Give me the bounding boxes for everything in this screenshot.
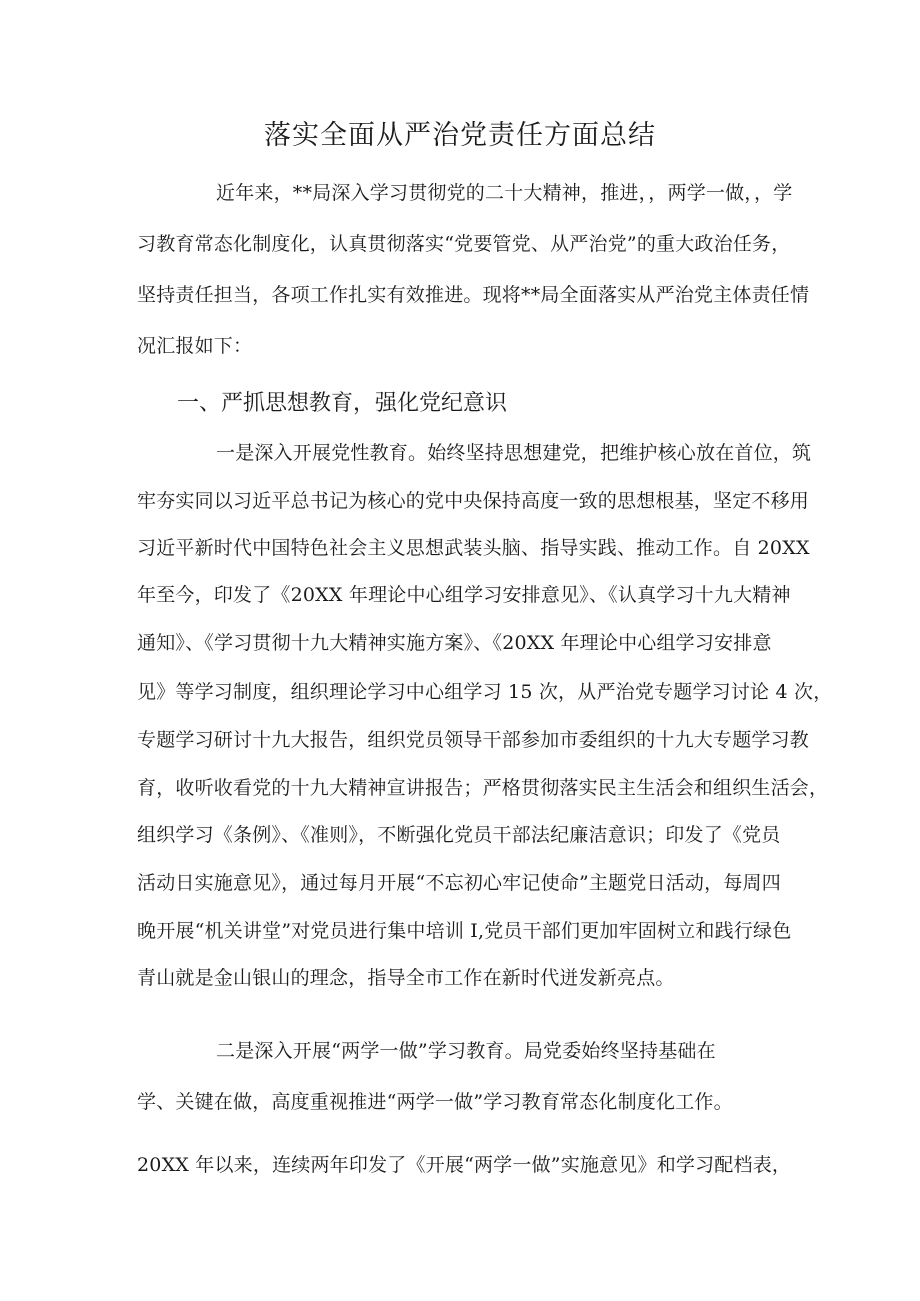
para1-line-2: 牢夯实同以习近平总书记为核心的党中央保持高度一致的思想根基，坚定不移用 — [137, 490, 810, 512]
section-heading: 一、严抓思想教育，强化党纪意识 — [177, 391, 508, 416]
para1-line-3: 习近平新时代中国特色社会主义思想武装头脑、指导实践、推动工作。自 20XX — [137, 537, 810, 559]
para1-line-12: 青山就是金山银山的理念，指导全市工作在新时代迸发新亮点。 — [137, 967, 675, 989]
intro-line-3: 坚持责任担当，各项工作扎实有效推进。现将**局全面落实从严治党主体责任情 — [137, 284, 810, 306]
para1-line-1: 一是深入开展党性教育。始终坚持思想建党，把维护核心放在首位，筑 — [216, 442, 812, 464]
intro-line-1: 近年来，**局深入学习贯彻党的二十大精神，推进，，两学一做，，学 — [216, 182, 793, 204]
para1-line-10: 活动日实施意见》，通过每月开展“不忘初心牢记使命”主题党日活动，每周四 — [137, 872, 781, 894]
para1-line-5: 通知》、《学习贯彻十九大精神实施方案》、《20XX 年理论中心组学习安排意 — [137, 632, 772, 654]
para2-line-2: 学、关键在做，高度重视推进“两学一做”学习教育常态化制度化工作。 — [137, 1091, 733, 1113]
para1-line-8: 育，收听收看党的十九大精神宣讲报告；严格贯彻落实民主生活会和组织生活会， — [137, 777, 829, 799]
intro-line-4: 况汇报如下： — [137, 335, 253, 357]
para1-line-11: 晚开展“机关讲堂”对党员进行集中培训 I,党员干部们更加牢固树立和践行绿色 — [137, 920, 792, 942]
para1-line-7: 专题学习研讨十九大报告，组织党员领导干部参加市委组织的十九大专题学习教 — [137, 729, 810, 751]
para3-line-1: 20XX 年以来，连续两年印发了《开展“两学一做”实施意见》和学习配档表， — [137, 1154, 792, 1176]
para2-line-1: 二是深入开展“两学一做”学习教育。局党委始终坚持基础在 — [216, 1040, 716, 1062]
para1-line-4: 年至今，印发了《20XX 年理论中心组学习安排意见》、《认真学习十九大精神 — [137, 584, 791, 606]
para1-line-6: 见》等学习制度，组织理论学习中心组学习 15 次，从严治党专题学习讨论 4 次， — [137, 681, 833, 703]
page-title: 落实全面从严治党责任方面总结 — [264, 120, 656, 151]
intro-line-2: 习教育常态化制度化，认真贯彻落实“党要管党、从严治党”的重大政治任务， — [137, 233, 791, 255]
para1-line-9: 组织学习《条例》、《准则》，不断强化党员干部法纪廉洁意识；印发了《党员 — [137, 824, 781, 846]
